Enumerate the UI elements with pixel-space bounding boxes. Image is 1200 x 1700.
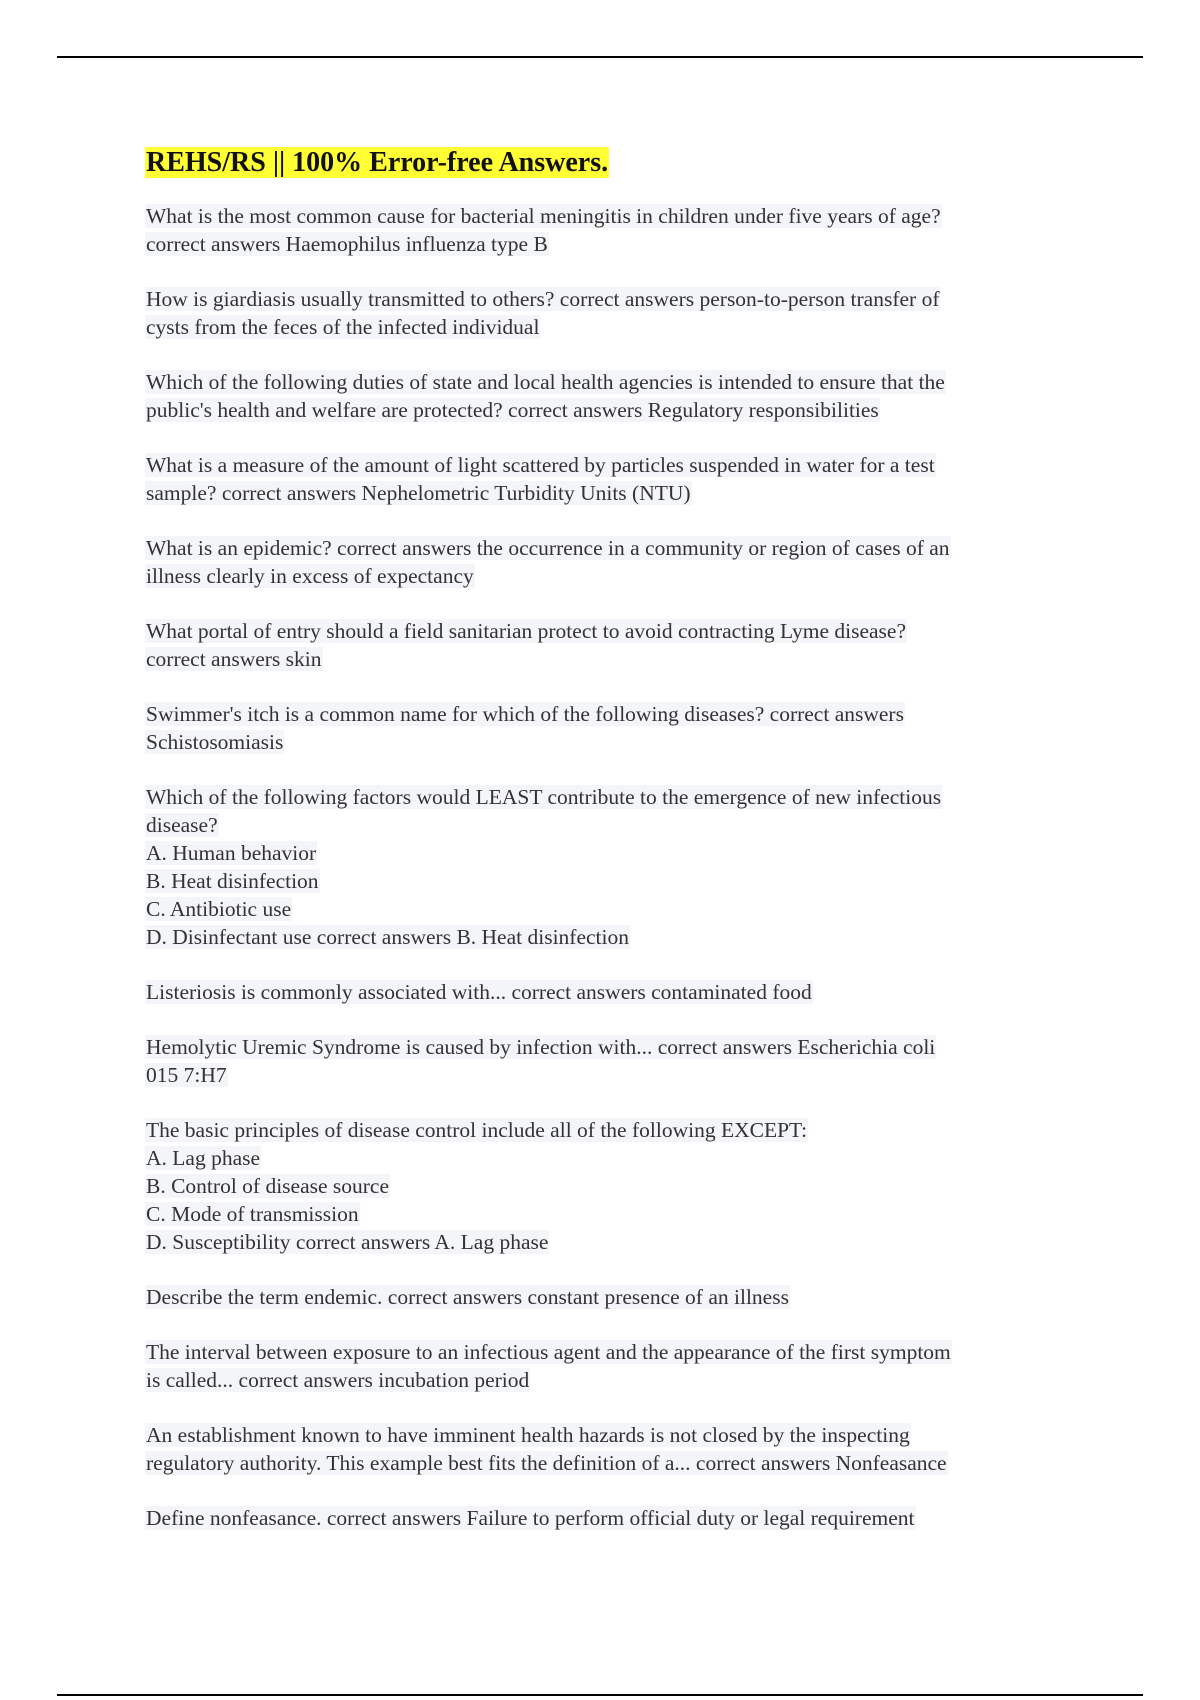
qa-line-text: D. Disinfectant use correct answers B. Heat disinfection [146,925,629,949]
qa-line-text: Define nonfeasance. correct answers Failure to perform official duty or legal requirement [146,1506,915,1530]
qa-line [145,1144,1065,1172]
qa-line [145,313,1065,341]
qa-line-text: Swimmer's itch is a common name for which of the following diseases? correct answers [146,702,904,726]
qa-item [145,617,1065,673]
qa-line [145,923,1065,951]
qa-list [145,202,1065,1532]
qa-line-text: Describe the term endemic. correct answers constant presence of an illness [146,1285,789,1309]
qa-line [145,978,1065,1006]
document-title: REHS/RS || 100% Error-free Answers. [146,147,609,178]
qa-line-text: Hemolytic Uremic Syndrome is caused by infection with... correct answers Escherichia coli [146,1035,936,1059]
qa-line [145,451,1065,479]
qa-line [145,1421,1065,1449]
qa-line [145,1200,1065,1228]
qa-line [145,617,1065,645]
qa-line-text: How is giardiasis usually transmitted to others? correct answers person-to-person transfer of [146,287,940,311]
qa-line [145,895,1065,923]
top-rule [57,56,1143,58]
qa-line [145,728,1065,756]
qa-line [145,396,1065,424]
qa-line-text: cysts from the feces of the infected individual [146,315,540,339]
qa-item [145,1283,1065,1311]
qa-line-text: C. Mode of transmission [146,1202,359,1226]
qa-item [145,285,1065,341]
qa-item [145,1504,1065,1532]
qa-line [145,1504,1065,1532]
qa-line-text: B. Control of disease source [146,1174,390,1198]
qa-line [145,867,1065,895]
qa-line-text: Which of the following factors would LEAST contribute to the emergence of new infectious [146,785,942,809]
qa-line-text: is called... correct answers incubation period [146,1368,530,1392]
qa-line-text: What is the most common cause for bacterial meningitis in children under five years of age? [146,204,941,228]
qa-line-text: The interval between exposure to an infectious agent and the appearance of the first symptom [146,1340,951,1364]
qa-item [145,783,1065,951]
qa-line [145,1116,1065,1144]
qa-line-text: C. Antibiotic use [146,897,292,921]
qa-item [145,1338,1065,1394]
qa-line [145,700,1065,728]
qa-line-text: Which of the following duties of state and local health agencies is intended to ensure that the [146,370,945,394]
qa-line-text: An establishment known to have imminent health hazards is not closed by the inspecting [146,1423,910,1447]
title-container [145,146,1065,180]
qa-line-text: sample? correct answers Nephelometric Turbidity Units (NTU) [146,481,691,505]
qa-line-text: illness clearly in excess of expectancy [146,564,474,588]
qa-line-text: public's health and welfare are protected? correct answers Regulatory responsibilities [146,398,879,422]
qa-line-text: Listeriosis is commonly associated with... correct answers contaminated food [146,980,812,1004]
qa-line [145,839,1065,867]
document-body [145,146,1065,1559]
qa-line-text: A. Lag phase [146,1146,261,1170]
qa-item [145,1116,1065,1256]
qa-line-text: Schistosomiasis [146,730,284,754]
qa-line-text: What portal of entry should a field sanitarian protect to avoid contracting Lyme disease? [146,619,907,643]
qa-line-text: What is a measure of the amount of light scattered by particles suspended in water for a test [146,453,935,477]
qa-line [145,202,1065,230]
qa-line [145,1061,1065,1089]
qa-line [145,479,1065,507]
qa-line [145,562,1065,590]
qa-line [145,645,1065,673]
qa-line-text: The basic principles of disease control include all of the following EXCEPT: [146,1118,808,1142]
qa-line-text: D. Susceptibility correct answers A. Lag phase [146,1230,549,1254]
qa-line-text: B. Heat disinfection [146,869,319,893]
qa-line-text: What is an epidemic? correct answers the occurrence in a community or region of cases of an [146,536,950,560]
qa-line [145,1228,1065,1256]
qa-line-text: correct answers skin [146,647,322,671]
qa-line [145,783,1065,811]
qa-line-text: disease? [146,813,218,837]
qa-item [145,978,1065,1006]
qa-item [145,202,1065,258]
qa-item [145,534,1065,590]
qa-line [145,811,1065,839]
qa-item [145,451,1065,507]
qa-line [145,230,1065,258]
qa-line-text: 015 7:H7 [146,1063,227,1087]
qa-item [145,1033,1065,1089]
qa-line-text: correct answers Haemophilus influenza type B [146,232,548,256]
qa-line [145,1283,1065,1311]
qa-item [145,700,1065,756]
qa-line [145,1449,1065,1477]
qa-line-text: regulatory authority. This example best fits the definition of a... correct answers Nonfeasance [146,1451,947,1475]
qa-line [145,1172,1065,1200]
qa-line [145,534,1065,562]
qa-line [145,368,1065,396]
qa-item [145,1421,1065,1477]
qa-line-text: A. Human behavior [146,841,317,865]
qa-line [145,285,1065,313]
qa-line [145,1338,1065,1366]
qa-line [145,1366,1065,1394]
qa-item [145,368,1065,424]
bottom-rule [57,1694,1143,1696]
qa-line [145,1033,1065,1061]
